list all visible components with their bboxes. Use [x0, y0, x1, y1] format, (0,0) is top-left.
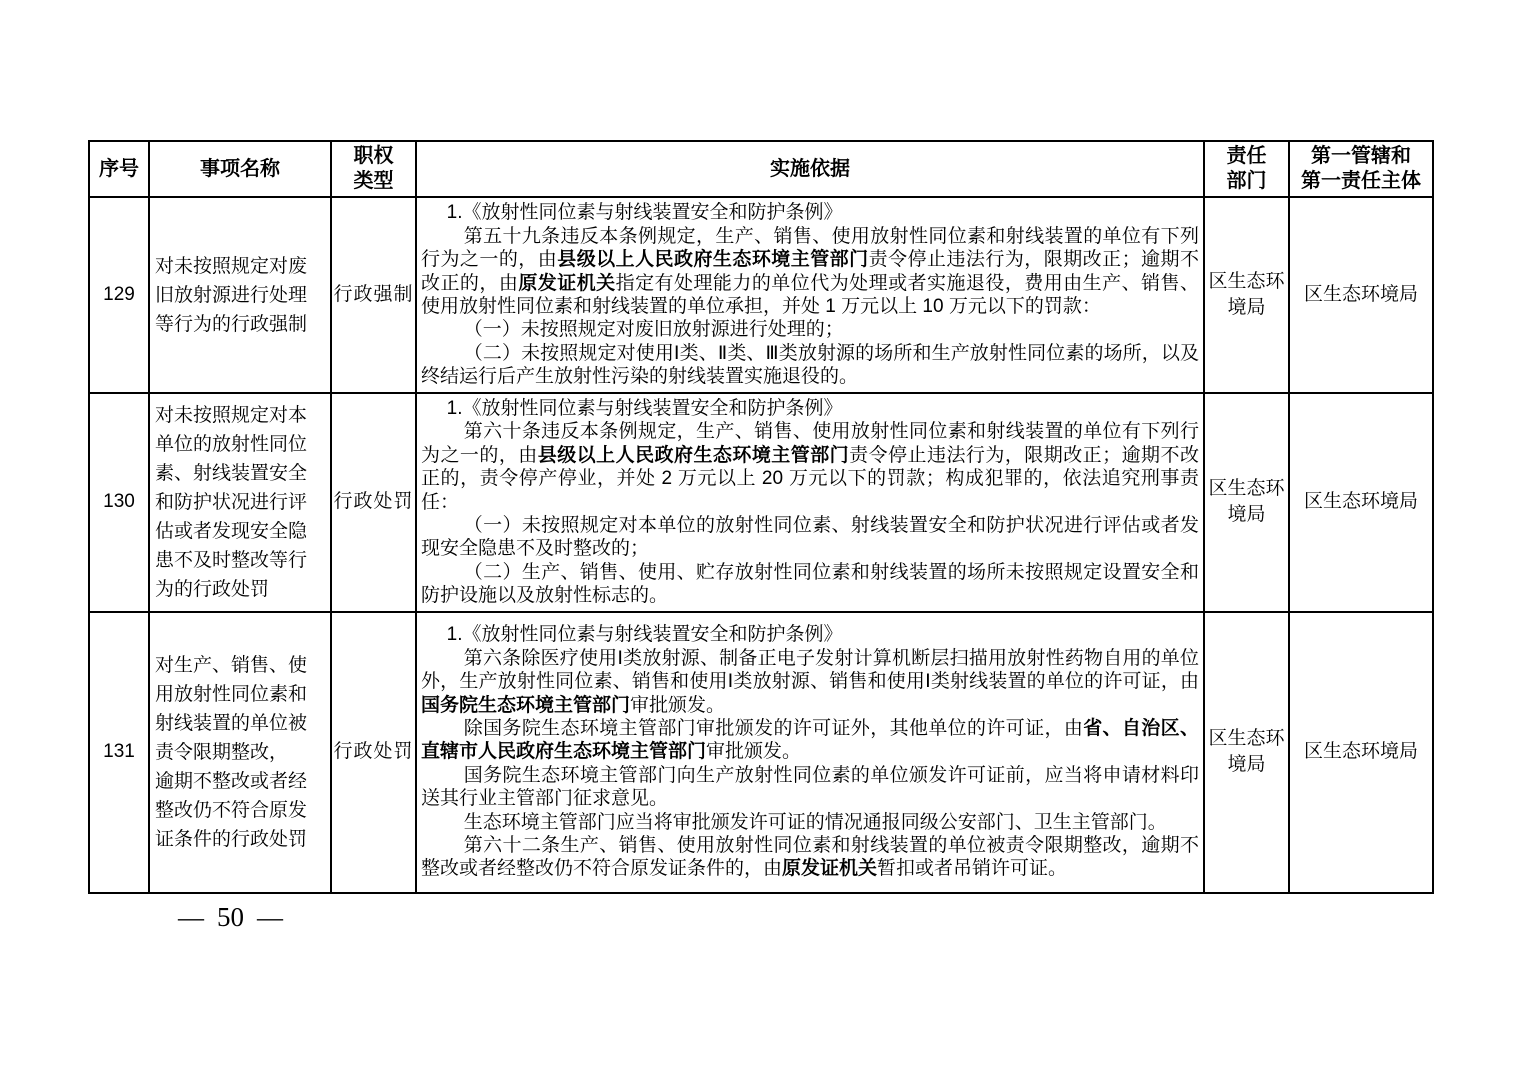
header-basis: 实施依据	[416, 141, 1204, 197]
header-jurisdiction: 第一管辖和 第一责任主体	[1289, 141, 1433, 197]
table-row-131	[89, 612, 1433, 893]
header-power-type: 职权 类型	[331, 141, 416, 197]
row-131-power-type: 行政处罚	[331, 612, 416, 893]
row-130-power-type: 行政处罚	[331, 393, 416, 612]
row-130-basis: 1.《放射性同位素与射线装置安全和防护条例》 第六十条违反本条例规定，生产、销售、使用放射性同位素和射线装置的单位有下列行为之一的，由县级以上人民政府生态环境主管部门责令停止违法行为，限期改正；逾期不改正的，责令停产停业，并处 2 万元以上 20 万元以下的罚款；构成犯罪的，依法追究刑事责任： （一）未按照规定对本单位的放射性同位素、射线装置安全和防护状况进行评估或者发现安全隐患不及时整改的； （二）生产、销售、使用、贮存放射性同位素和射线装置的场所未按照规定设置安全和防护设施以及放射性标志的。	[416, 393, 1204, 612]
page-number: 50	[217, 902, 244, 932]
footer-left-dash: —	[178, 903, 204, 932]
row-131-item-name: 对生产、销售、使用放射性同位素和射线装置的单位被责令限期整改， 逾期不整改或者经整改仍不符合原发证条件的行政处罚	[149, 612, 331, 893]
table-row-130	[89, 393, 1433, 612]
row-130-department: 区生态环境局	[1204, 393, 1289, 612]
row-129-department: 区生态环境局	[1204, 197, 1289, 393]
row-129-item-name: 对未按照规定对废旧放射源进行处理等行为的行政强制	[149, 197, 331, 393]
row-130-jurisdiction: 区生态环境局	[1289, 393, 1433, 612]
row-131-department: 区生态环境局	[1204, 612, 1289, 893]
header-department: 责任 部门	[1204, 141, 1289, 197]
row-129-jurisdiction: 区生态环境局	[1289, 197, 1433, 393]
row-129-basis: 1.《放射性同位素与射线装置安全和防护条例》 第五十九条违反本条例规定，生产、销售、使用放射性同位素和射线装置的单位有下列行为之一的，由县级以上人民政府生态环境主管部门责令停止违法行为，限期改正；逾期不改正的，由原发证机关指定有处理能力的单位代为处理或者实施退役，费用由生产、销售、使用放射性同位素和射线装置的单位承担，并处 1 万元以上 10 万元以下的罚款： （一）未按照规定对废旧放射源进行处理的； （二）未按照规定对使用Ⅰ类、Ⅱ类、Ⅲ类放射源的场所和生产放射性同位素的场所，以及终结运行后产生放射性污染的射线装置实施退役的。	[416, 197, 1204, 393]
row-129-seq: 129	[89, 197, 149, 393]
row-130-seq: 130	[89, 393, 149, 612]
page-footer	[178, 902, 283, 933]
table-row-129	[89, 197, 1433, 393]
row-131-jurisdiction: 区生态环境局	[1289, 612, 1433, 893]
header-seq: 序号	[89, 141, 149, 197]
footer-right-dash: —	[257, 903, 283, 932]
row-131-seq: 131	[89, 612, 149, 893]
header-item-name: 事项名称	[149, 141, 331, 197]
row-129-power-type: 行政强制	[331, 197, 416, 393]
row-131-basis: 1.《放射性同位素与射线装置安全和防护条例》 第六条除医疗使用Ⅰ类放射源、制备正电子发射计算机断层扫描用放射性药物自用的单位外，生产放射性同位素、销售和使用Ⅰ类放射源、销售和使用Ⅰ类射线装置的单位的许可证，由国务院生态环境主管部门审批颁发。 除国务院生态环境主管部门审批颁发的许可证外，其他单位的许可证，由省、自治区、直辖市人民政府生态环境主管部门审批颁发。 国务院生态环境主管部门向生产放射性同位素的单位颁发许可证前，应当将申请材料印送其行业主管部门征求意见。 生态环境主管部门应当将审批颁发许可证的情况通报同级公安部门、卫生主管部门。 第六十二条生产、销售、使用放射性同位素和射线装置的单位被责令限期整改，逾期不整改或者经整改仍不符合原发证条件的，由原发证机关暂扣或者吊销许可证。	[416, 612, 1204, 893]
table-header-row	[89, 141, 1433, 197]
admin-items-table	[88, 140, 1434, 894]
row-130-item-name: 对未按照规定对本单位的放射性同位素、射线装置安全和防护状况进行评估或者发现安全隐患不及时整改等行为的行政处罚	[149, 393, 331, 612]
